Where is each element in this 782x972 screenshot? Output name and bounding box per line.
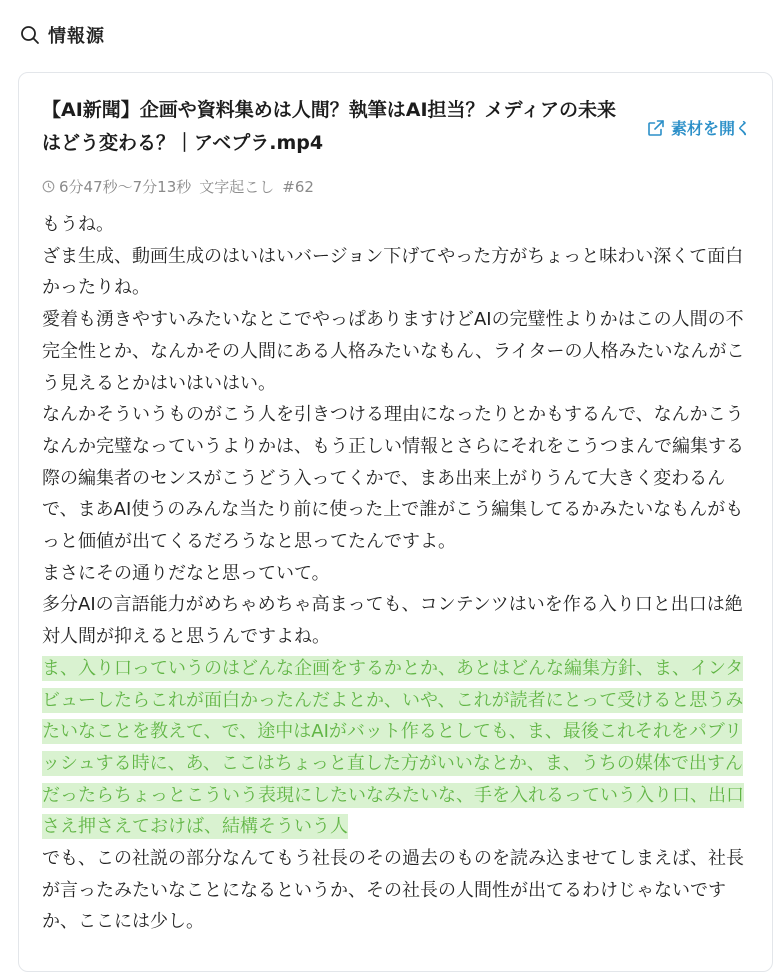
source-title: 【AI新聞】企画や資料集めは人間？執筆はAI担当？メディアの未来はどう変わる？｜アベプラ.mp4	[42, 99, 617, 154]
highlighted-passage	[42, 653, 754, 843]
open-material-link[interactable]	[647, 116, 751, 139]
source-meta	[42, 176, 314, 197]
segment-id: #62	[282, 177, 314, 196]
transcript-line: なんかそういうものがこう人を引きつける理由になったりとかもするんで、なんかこうなんか完璧なっていうよりかは、もう正しい情報とさらにそれをこうつまんで編集する際の編集者のセンスがこうどう入ってくかで、まあ出来上がりうんて大きく変わるんで、まあAI使うのみんな当たり前に使った上で誰がこう編集してるかみたいなもんがもっと価値が出てくるだろうなと思ってたんですよ。	[42, 404, 744, 553]
search-icon	[20, 25, 40, 45]
clock-icon	[42, 180, 55, 193]
highlighted-text: ま、入り口っていうのはどんな企画をするかとか、あとはどんな編集方針、ま、インタビューしたらこれが面白かったんだよとか、いや、これが読者にとって受けると思うみたいなことを教えて、で、途中はAIがバット作るとしても、ま、最後これそれをパブリッシュする時に、あ、ここはちょっと直した方がいいなとか、ま、うちの媒体で出すんだったらちょっとこういう表現にしたいなみたいな、手を入れるっていう入り口、出口さえ押さえておけば、結構そういう人	[42, 657, 744, 838]
transcript-line: もうね。	[42, 214, 114, 235]
transcript-line: 多分AIの言語能力がめちゃめちゃ高まっても、コンテンツはいを作る入り口と出口は絶対人間が抑えると思うんですよね。	[42, 594, 743, 648]
transcript-line: 愛着も湧きやすいみたいなとこでやっぱありますけどAIの完璧性よりかはこの人間の不完全性とか、なんかその人間にある人格みたいなもん、ライターの人格みたいなんがこう見えるとかはいはいはい。	[42, 309, 745, 394]
external-link-icon	[647, 119, 665, 137]
sources-title: 情報源	[48, 26, 105, 47]
sources-header	[20, 22, 105, 48]
source-card	[18, 72, 773, 972]
transcript	[42, 209, 754, 938]
meta-label: 文字起こし	[199, 178, 275, 196]
timestamp: 6分47秒〜7分13秒	[59, 178, 192, 196]
transcript-line: ざま生成、動画生成のはいはいバージョン下げてやった方がちょっと味わい深くて面白かったりね。	[42, 245, 744, 299]
open-material-label: 素材を開く	[671, 119, 752, 138]
transcript-line: でも、この社説の部分なんてもう社長のその過去のものを読み込ませてしまえば、社長が言ったみたいなことになるというか、その社長の人間性が出てるわけじゃないですか、ここには少し。	[42, 848, 744, 933]
transcript-line: まさにその通りだなと思っていて。	[42, 562, 330, 584]
